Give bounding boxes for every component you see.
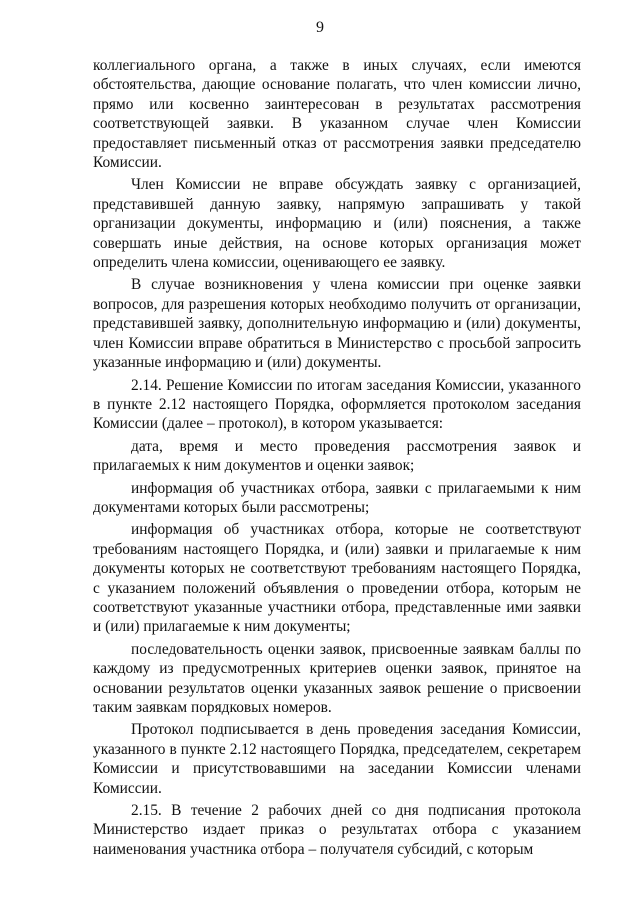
page-number: 9 — [316, 19, 324, 36]
paragraph: В случае возникновения у члена комиссии при оценке заявки вопросов, для разрешения которых необходимо получить от организации, представившей заявку, дополнительную информацию и (или) документы, член Комиссии вправе обратиться в Министерство с просьбой запросить указанные информацию и (или) документы. — [93, 276, 581, 372]
paragraph: коллегиального органа, а также в иных случаях, если имеются обстоятельства, дающие основание полагать, что член комиссии лично, прямо или косвенно заинтересован в результатах рассмотрения соответствующей заявки. В указанном случае член Комиссии предоставляет письменный отказ от рассмотрения заявки председателю Комиссии. — [93, 57, 581, 172]
paragraph: 2.14. Решение Комиссии по итогам заседания Комиссии, указанного в пункте 2.12 настоящего Порядка, оформляется протоколом заседания Комиссии (далее – протокол), в котором указывается: — [93, 376, 581, 433]
paragraph: 2.15. В течение 2 рабочих дней со дня подписания протокола Министерство издает приказ о результатах отбора с указанием наименования участника отбора – получателя субсидий, с которым — [93, 802, 581, 858]
list-item: последовательность оценки заявок, присвоенные заявкам баллы по каждому из предусмотренных критериев оценки заявок, принятое на основании результатов оценки указанных заявок решение о присвоении таким заявкам порядковых номеров. — [93, 640, 581, 716]
list-item: информация об участниках отбора, которые не соответствуют требованиям настоящего Порядка, и (или) заявки и прилагаемые к ним документы которых не соответствуют требованиям настоящего Порядка, с указанием положений объявления о проведении отбора, которым не соответствуют указанные участники отбора, представленные ими заявки и (или) прилагаемые к ним документы; — [93, 521, 581, 636]
document-body — [93, 56, 581, 862]
list-item: дата, время и место проведения рассмотрения заявок и прилагаемых к ним документов и оценки заявок; — [93, 437, 581, 475]
paragraph: Протокол подписывается в день проведения заседания Комиссии, указанного в пункте 2.12 настоящего Порядка, председателем, секретарем Комиссии и присутствовавшими на заседании Комиссии членами Комиссии. — [93, 721, 581, 797]
list-item: информация об участниках отбора, заявки с прилагаемыми к ним документами которых были рассмотрены; — [93, 479, 581, 516]
paragraph: Член Комиссии не вправе обсуждать заявку с организацией, представившей данную заявку, напрямую запрашивать у такой организации документы, информацию и (или) пояснения, а также совершать иные действия, на основе которых организация может определить члена комиссии, оценивающего ее заявку. — [93, 176, 581, 272]
